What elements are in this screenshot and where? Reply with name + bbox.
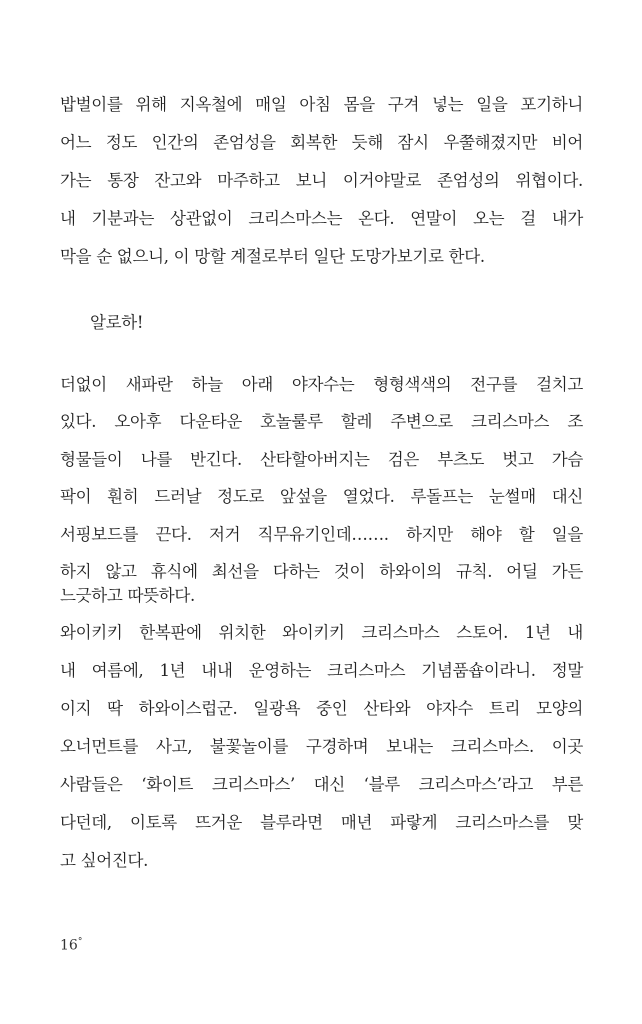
body-line: 이지 딱 하와이스럽군. 일광욕 중인 산타와 야자수 트리 모양의	[60, 699, 583, 718]
body-line: 있다. 오아후 다운타운 호놀룰루 할레 주변으로 크리스마스 조	[60, 412, 583, 431]
body-line: 형물들이 나를 반긴다. 산타할아버지는 검은 부츠도 벗고 가슴	[60, 450, 583, 469]
body-line: 오너먼트를 사고, 불꽃놀이를 구경하며 보내는 크리스마스. 이곳	[60, 737, 583, 756]
body-line: 느긋하고 따뜻하다.	[60, 586, 196, 605]
body-line: 하지 않고 휴식에 최선을 다하는 것이 하와이의 규칙. 어딜 가든	[60, 562, 583, 581]
page-number-mark: °	[77, 937, 83, 947]
body-line: 다던데, 이토록 뜨거운 블루라면 매년 파랗게 크리스마스를 맞	[60, 813, 583, 832]
page-number	[60, 937, 82, 954]
body-line: 와이키키 한복판에 위치한 와이키키 크리스마스 스토어. 1년 내	[60, 623, 583, 642]
body-line: 고 싶어진다.	[60, 851, 149, 870]
body-line: 어느 정도 인간의 존엄성을 회복한 듯해 잠시 우쭐해졌지만 비어	[60, 133, 583, 152]
page-number-value: 16	[60, 937, 78, 954]
exclamation-line: 알로하!	[90, 313, 144, 332]
body-line: 사람들은 ‘화이트 크리스마스’ 대신 ‘블루 크리스마스’라고 부른	[60, 775, 583, 794]
body-line: 팍이 훤히 드러날 정도로 앞섶을 열었다. 루돌프는 눈썰매 대신	[60, 487, 583, 506]
body-line: 밥벌이를 위해 지옥철에 매일 아침 몸을 구겨 넣는 일을 포기하니	[60, 95, 583, 114]
body-line: 더없이 새파란 하늘 아래 야자수는 형형색색의 전구를 걸치고	[60, 375, 583, 394]
body-line: 서핑보드를 끈다. 저거 직무유기인데……. 하지만 해야 할 일을	[60, 525, 583, 544]
body-line: 내 기분과는 상관없이 크리스마스는 온다. 연말이 오는 걸 내가	[60, 209, 583, 228]
body-line: 내 여름에, 1년 내내 운영하는 크리스마스 기념품숍이라니. 정말	[60, 661, 583, 680]
body-line: 막을 순 없으니, 이 망할 계절로부터 일단 도망가보기로 한다.	[60, 247, 485, 266]
body-line: 가는 통장 잔고와 마주하고 보니 이거야말로 존엄성의 위협이다.	[60, 171, 583, 190]
